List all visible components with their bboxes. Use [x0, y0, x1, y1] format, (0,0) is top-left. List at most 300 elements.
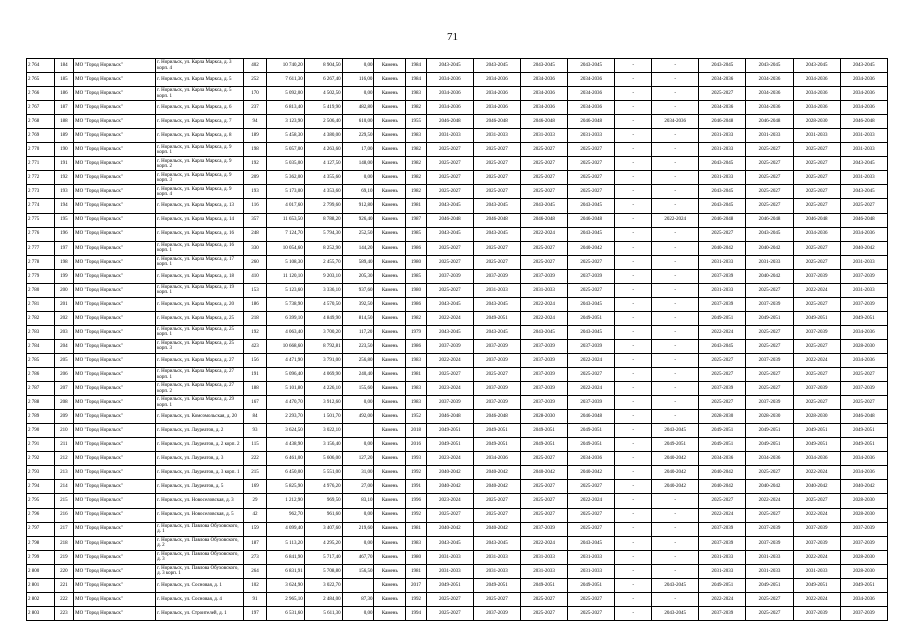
cell-row-number: 2 789: [27, 410, 55, 424]
cell-repair-period-8: 2025-2027: [746, 325, 793, 339]
cell-living-area: 4 502,50: [304, 87, 342, 101]
cell-living-area: 3 156,40: [304, 438, 342, 452]
table-row: [27, 368, 888, 382]
cell-repair-period-9: 2049-2051: [793, 424, 840, 438]
cell-municipality: МО "Город Норильск": [74, 606, 156, 620]
cell-repair-period-8: 2025-2027: [746, 606, 793, 620]
cell-repair-period-8: 2049-2051: [746, 578, 793, 592]
cell-repair-period-4: 2034-2036: [568, 87, 615, 101]
cell-repair-period-7: 2034-2036: [699, 101, 746, 115]
cell-repair-period-6: -: [652, 157, 699, 171]
cell-repair-period-6: -: [652, 564, 699, 578]
cell-row-number: 2 793: [27, 466, 55, 480]
cell-address: г. Норильск, ул. Павлова Обуховского, д. 3: [156, 550, 244, 564]
cell-residents: 115: [244, 438, 267, 452]
cell-nonresidential-area: 392,50: [342, 297, 374, 311]
cell-repair-period-6: -: [652, 185, 699, 199]
cell-repair-period-1: 2025-2027: [426, 508, 473, 522]
cell-repair-period-9: 2037-2039: [793, 269, 840, 283]
cell-repair-period-1: 2034-2036: [426, 101, 473, 115]
cell-row-number: 2 780: [27, 283, 55, 297]
cell-living-area: 5 551,00: [304, 466, 342, 480]
cell-repair-period-1: 2025-2027: [426, 592, 473, 606]
cell-repair-period-9: 2046-2048: [793, 213, 840, 227]
cell-repair-period-1: 2025-2027: [426, 157, 473, 171]
cell-item-number: 202: [54, 311, 73, 325]
cell-repair-period-4: 2040-2042: [568, 241, 615, 255]
cell-repair-period-8: 2025-2027: [746, 382, 793, 396]
table-row: [27, 115, 888, 129]
cell-repair-period-1: 2025-2027: [426, 241, 473, 255]
cell-repair-period-2: 2025-2027: [473, 157, 520, 171]
cell-living-area: 3 022,70: [304, 578, 342, 592]
cell-repair-period-7: 2040-2042: [699, 480, 746, 494]
cell-build-year: 1985: [406, 269, 427, 283]
cell-item-number: 210: [54, 424, 73, 438]
cell-address: г. Норильск, ул. Лауреатов, д. 2: [156, 424, 244, 438]
cell-repair-period-9: 2034-2036: [793, 452, 840, 466]
cell-address: г. Норильск, ул. Карла Маркса, д. 25 корп. 3: [156, 339, 244, 353]
table-row: [27, 339, 888, 353]
cell-repair-period-5: -: [615, 101, 652, 115]
cell-living-area: 4 263,60: [304, 143, 342, 157]
cell-row-number: 2 792: [27, 452, 55, 466]
cell-build-year: 2016: [406, 438, 427, 452]
cell-wall-material: Камень: [374, 227, 406, 241]
cell-repair-period-1: 2031-2033: [426, 564, 473, 578]
cell-repair-period-5: -: [615, 382, 652, 396]
table-row: [27, 508, 888, 522]
cell-municipality: МО "Город Норильск": [74, 115, 156, 129]
cell-repair-period-8: 2037-2039: [746, 353, 793, 367]
cell-repair-period-4: 2022-2024: [568, 382, 615, 396]
cell-repair-period-4: 2034-2036: [568, 101, 615, 115]
cell-residents: 29: [244, 494, 267, 508]
cell-repair-period-9: 2037-2039: [793, 606, 840, 620]
cell-repair-period-10: 2031-2033: [840, 255, 887, 269]
cell-build-year: 1986: [406, 297, 427, 311]
cell-repair-period-7: 2049-2051: [699, 578, 746, 592]
cell-address: г. Норильск, ул. Лауреатов, д. 5: [156, 480, 244, 494]
cell-address: г. Норильск, ул. Карла Маркса, д. 20: [156, 297, 244, 311]
cell-repair-period-10: 2037-2039: [840, 606, 887, 620]
cell-repair-period-4: 2025-2027: [568, 592, 615, 606]
cell-repair-period-7: 2022-2024: [699, 325, 746, 339]
cell-total-area: 6 831,91: [266, 564, 304, 578]
cell-item-number: 196: [54, 227, 73, 241]
cell-item-number: 188: [54, 115, 73, 129]
cell-item-number: 189: [54, 129, 73, 143]
cell-repair-period-2: 2031-2033: [473, 283, 520, 297]
cell-repair-period-1: 2046-2048: [426, 115, 473, 129]
cell-total-area: 5 738,90: [266, 297, 304, 311]
cell-residents: 237: [244, 101, 267, 115]
cell-build-year: 1981: [406, 564, 427, 578]
cell-total-area: 2 293,70: [266, 410, 304, 424]
cell-repair-period-4: 2043-2045: [568, 536, 615, 550]
cell-repair-period-8: 2034-2036: [746, 87, 793, 101]
cell-residents: 102: [244, 578, 267, 592]
cell-item-number: 218: [54, 536, 73, 550]
cell-address: г. Норильск, ул. Карла Маркса, д. 27: [156, 353, 244, 367]
cell-repair-period-3: 2022-2024: [520, 227, 567, 241]
cell-repair-period-1: 2037-2039: [426, 396, 473, 410]
cell-wall-material: Камень: [374, 311, 406, 325]
table-row: [27, 564, 888, 578]
cell-repair-period-3: 2022-2024: [520, 311, 567, 325]
cell-nonresidential-area: 912,80: [342, 199, 374, 213]
cell-nonresidential-area: 482,80: [342, 101, 374, 115]
cell-row-number: 2 795: [27, 494, 55, 508]
cell-repair-period-4: 2025-2027: [568, 185, 615, 199]
cell-repair-period-7: 2031-2033: [699, 564, 746, 578]
cell-repair-period-4: 2037-2039: [568, 269, 615, 283]
cell-repair-period-6: -: [652, 199, 699, 213]
cell-wall-material: Камень: [374, 115, 406, 129]
cell-repair-period-7: 2043-2045: [699, 157, 746, 171]
cell-repair-period-9: 2025-2027: [793, 255, 840, 269]
cell-repair-period-9: 2040-2042: [793, 480, 840, 494]
cell-wall-material: Камень: [374, 171, 406, 185]
cell-residents: 198: [244, 143, 267, 157]
cell-repair-period-7: 2025-2027: [699, 87, 746, 101]
cell-residents: 402: [244, 59, 267, 73]
cell-repair-period-2: 2046-2048: [473, 213, 520, 227]
cell-repair-period-4: 2043-2045: [568, 227, 615, 241]
cell-wall-material: Камень: [374, 522, 406, 536]
cell-repair-period-6: -: [652, 129, 699, 143]
cell-repair-period-5: -: [615, 592, 652, 606]
cell-total-area: 3 123,90: [266, 115, 304, 129]
cell-repair-period-3: 2031-2033: [520, 550, 567, 564]
table-row: [27, 283, 888, 297]
cell-municipality: МО "Город Норильск": [74, 508, 156, 522]
cell-repair-period-5: -: [615, 129, 652, 143]
cell-repair-period-9: 2034-2036: [793, 227, 840, 241]
cell-residents: 193: [244, 185, 267, 199]
cell-repair-period-7: 2031-2033: [699, 143, 746, 157]
cell-repair-period-7: 2049-2051: [699, 424, 746, 438]
cell-nonresidential-area: 0,00: [342, 59, 374, 73]
cell-repair-period-3: 2043-2045: [520, 59, 567, 73]
cell-repair-period-4: 2037-2039: [568, 396, 615, 410]
cell-nonresidential-area: 240,40: [342, 368, 374, 382]
cell-repair-period-1: 2034-2036: [426, 87, 473, 101]
cell-residents: 330: [244, 241, 267, 255]
cell-row-number: 2 786: [27, 368, 55, 382]
cell-repair-period-7: 2031-2033: [699, 171, 746, 185]
cell-repair-period-3: 2025-2027: [520, 606, 567, 620]
cell-repair-period-7: 2046-2048: [699, 115, 746, 129]
cell-item-number: 221: [54, 578, 73, 592]
table-row: [27, 592, 888, 606]
cell-residents: 170: [244, 87, 267, 101]
cell-nonresidential-area: 0,00: [342, 87, 374, 101]
cell-living-area: 9 203,10: [304, 269, 342, 283]
cell-repair-period-9: 2025-2027: [793, 368, 840, 382]
cell-municipality: МО "Город Норильск": [74, 241, 156, 255]
cell-repair-period-1: 2046-2048: [426, 410, 473, 424]
cell-repair-period-2: 2025-2027: [473, 185, 520, 199]
cell-municipality: МО "Город Норильск": [74, 129, 156, 143]
cell-residents: 93: [244, 424, 267, 438]
cell-repair-period-2: 2025-2027: [473, 171, 520, 185]
cell-repair-period-2: 2034-2036: [473, 452, 520, 466]
cell-build-year: 1984: [406, 73, 427, 87]
cell-repair-period-9: 2025-2027: [793, 157, 840, 171]
table-row: [27, 227, 888, 241]
cell-nonresidential-area: 219,60: [342, 522, 374, 536]
cell-item-number: 222: [54, 592, 73, 606]
cell-repair-period-5: -: [615, 87, 652, 101]
cell-repair-period-5: -: [615, 59, 652, 73]
cell-repair-period-1: 2049-2051: [426, 438, 473, 452]
cell-repair-period-9: 2034-2036: [793, 73, 840, 87]
cell-repair-period-3: 2025-2027: [520, 255, 567, 269]
cell-repair-period-3: 2031-2033: [520, 564, 567, 578]
cell-living-area: 8 788,20: [304, 213, 342, 227]
cell-repair-period-9: 2031-2033: [793, 564, 840, 578]
cell-item-number: 206: [54, 368, 73, 382]
cell-repair-period-2: 2034-2036: [473, 87, 520, 101]
cell-build-year: 1983: [406, 129, 427, 143]
cell-repair-period-5: -: [615, 325, 652, 339]
cell-repair-period-2: 2043-2045: [473, 536, 520, 550]
cell-repair-period-2: 2034-2036: [473, 73, 520, 87]
cell-repair-period-5: -: [615, 606, 652, 620]
table-row: [27, 129, 888, 143]
cell-item-number: 219: [54, 550, 73, 564]
cell-repair-period-3: 2037-2039: [520, 353, 567, 367]
cell-repair-period-5: -: [615, 143, 652, 157]
cell-wall-material: Камень: [374, 59, 406, 73]
cell-repair-period-1: 2025-2027: [426, 185, 473, 199]
cell-address: г. Норильск, ул. Карла Маркса, д. 17 корп. 1: [156, 255, 244, 269]
cell-repair-period-8: 2049-2051: [746, 311, 793, 325]
cell-municipality: МО "Город Норильск": [74, 466, 156, 480]
cell-repair-period-6: 2022-2024: [652, 213, 699, 227]
cell-repair-period-1: 2043-2045: [426, 227, 473, 241]
cell-living-area: 4 226,10: [304, 382, 342, 396]
cell-repair-period-1: 2043-2045: [426, 536, 473, 550]
cell-repair-period-6: -: [652, 410, 699, 424]
cell-row-number: 2 790: [27, 424, 55, 438]
cell-build-year: 1982: [406, 311, 427, 325]
cell-build-year: 1982: [406, 157, 427, 171]
cell-repair-period-10: 2043-2045: [840, 59, 887, 73]
cell-nonresidential-area: 31,00: [342, 466, 374, 480]
cell-row-number: 2 778: [27, 255, 55, 269]
cell-repair-period-8: 2049-2051: [746, 424, 793, 438]
cell-repair-period-10: 2034-2036: [840, 101, 887, 115]
cell-repair-period-3: 2025-2027: [520, 452, 567, 466]
cell-repair-period-8: 2025-2027: [746, 185, 793, 199]
cell-nonresidential-area: 0,00: [342, 438, 374, 452]
cell-repair-period-1: 2025-2027: [426, 368, 473, 382]
cell-repair-period-5: -: [615, 564, 652, 578]
cell-repair-period-7: 2037-2039: [699, 522, 746, 536]
table-row: [27, 171, 888, 185]
cell-repair-period-6: -: [652, 171, 699, 185]
cell-repair-period-6: -: [652, 339, 699, 353]
cell-repair-period-9: 2037-2039: [793, 522, 840, 536]
cell-residents: 218: [244, 311, 267, 325]
cell-address: г. Норильск, ул. Лауреатов, д. 2 корп. 2: [156, 438, 244, 452]
cell-repair-period-8: 2046-2048: [746, 213, 793, 227]
cell-repair-period-7: 2049-2051: [699, 311, 746, 325]
cell-repair-period-2: 2043-2045: [473, 297, 520, 311]
table-row: [27, 410, 888, 424]
table-row: [27, 353, 888, 367]
cell-residents: 153: [244, 283, 267, 297]
cell-wall-material: Камень: [374, 143, 406, 157]
cell-build-year: 1992: [406, 592, 427, 606]
cell-repair-period-5: -: [615, 73, 652, 87]
cell-item-number: 199: [54, 269, 73, 283]
cell-build-year: 2017: [406, 578, 427, 592]
cell-repair-period-5: -: [615, 536, 652, 550]
cell-total-area: 5 362,00: [266, 171, 304, 185]
cell-repair-period-1: 2023-2024: [426, 452, 473, 466]
cell-municipality: МО "Город Норильск": [74, 550, 156, 564]
cell-address: г. Норильск, ул. Карла Маркса, д. 9 корп. 2: [156, 157, 244, 171]
cell-total-area: 5 113,20: [266, 536, 304, 550]
cell-repair-period-3: 2022-2024: [520, 536, 567, 550]
cell-repair-period-4: 2034-2036: [568, 73, 615, 87]
cell-repair-period-3: 2034-2036: [520, 101, 567, 115]
cell-living-area: 3 022,10: [304, 424, 342, 438]
cell-repair-period-6: 2034-2036: [652, 115, 699, 129]
cell-item-number: 216: [54, 508, 73, 522]
cell-wall-material: Камень: [374, 410, 406, 424]
cell-repair-period-5: -: [615, 353, 652, 367]
table-row: [27, 466, 888, 480]
table-row: [27, 255, 888, 269]
cell-repair-period-2: 2037-2039: [473, 269, 520, 283]
cell-residents: 191: [244, 368, 267, 382]
cell-repair-period-8: 2034-2036: [746, 73, 793, 87]
cell-repair-period-4: 2037-2039: [568, 339, 615, 353]
cell-repair-period-6: -: [652, 550, 699, 564]
cell-repair-period-4: 2049-2051: [568, 578, 615, 592]
cell-row-number: 2 788: [27, 396, 55, 410]
cell-living-area: 2 455,70: [304, 255, 342, 269]
cell-nonresidential-area: 117,20: [342, 325, 374, 339]
cell-row-number: 2 794: [27, 480, 55, 494]
table-row: [27, 87, 888, 101]
cell-municipality: МО "Город Норильск": [74, 325, 156, 339]
cell-repair-period-5: -: [615, 466, 652, 480]
cell-item-number: 191: [54, 157, 73, 171]
cell-row-number: 2 785: [27, 353, 55, 367]
cell-repair-period-1: 2049-2051: [426, 578, 473, 592]
cell-build-year: 1986: [406, 339, 427, 353]
cell-total-area: 5 096,40: [266, 368, 304, 382]
cell-living-area: 5 717,40: [304, 550, 342, 564]
cell-repair-period-2: 2049-2051: [473, 424, 520, 438]
cell-residents: 423: [244, 339, 267, 353]
cell-repair-period-1: 2037-2039: [426, 269, 473, 283]
cell-municipality: МО "Город Норильск": [74, 353, 156, 367]
cell-repair-period-5: -: [615, 339, 652, 353]
cell-nonresidential-area: 0,00: [342, 171, 374, 185]
cell-repair-period-7: 2031-2033: [699, 550, 746, 564]
cell-address: г. Норильск, ул. Сосновая, д. 1: [156, 578, 244, 592]
cell-repair-period-1: 2034-2036: [426, 73, 473, 87]
cell-address: г. Норильск, ул. Карла Маркса, д. 18: [156, 269, 244, 283]
cell-build-year: 1983: [406, 396, 427, 410]
cell-address: г. Норильск, ул. Павлова Обуховского, д. 3 корп. 1: [156, 564, 244, 578]
cell-wall-material: Камень: [374, 592, 406, 606]
cell-total-area: 10 740,20: [266, 59, 304, 73]
cell-item-number: 204: [54, 339, 73, 353]
cell-living-area: 2 799,60: [304, 199, 342, 213]
cell-total-area: 4 017,60: [266, 199, 304, 213]
cell-repair-period-1: 2043-2045: [426, 325, 473, 339]
cell-municipality: МО "Город Норильск": [74, 87, 156, 101]
cell-municipality: МО "Город Норильск": [74, 522, 156, 536]
cell-repair-period-2: 2031-2033: [473, 129, 520, 143]
cell-row-number: 2 764: [27, 59, 55, 73]
cell-repair-period-3: 2025-2027: [520, 480, 567, 494]
cell-repair-period-9: 2028-2030: [793, 410, 840, 424]
cell-nonresidential-area: [342, 424, 374, 438]
cell-address: г. Норильск, ул. Карла Маркса, д. 5 корп. 1: [156, 87, 244, 101]
cell-build-year: 1983: [406, 536, 427, 550]
cell-repair-period-4: 2046-2048: [568, 410, 615, 424]
cell-total-area: 7 124,70: [266, 227, 304, 241]
cell-repair-period-10: 2025-2027: [840, 368, 887, 382]
cell-repair-period-5: -: [615, 269, 652, 283]
cell-municipality: МО "Город Норильск": [74, 452, 156, 466]
cell-nonresidential-area: 252,50: [342, 227, 374, 241]
cell-repair-period-7: 2031-2033: [699, 255, 746, 269]
cell-repair-period-3: 2037-2039: [520, 339, 567, 353]
cell-repair-period-1: 2037-2039: [426, 339, 473, 353]
cell-repair-period-10: 2031-2033: [840, 283, 887, 297]
cell-repair-period-8: 2025-2027: [746, 466, 793, 480]
cell-total-area: 4 099,40: [266, 522, 304, 536]
cell-repair-period-10: 2049-2051: [840, 438, 887, 452]
cell-build-year: 1994: [406, 606, 427, 620]
cell-repair-period-8: 2046-2048: [746, 115, 793, 129]
cell-repair-period-5: -: [615, 410, 652, 424]
cell-repair-period-7: 2025-2027: [699, 227, 746, 241]
cell-living-area: 1 501,70: [304, 410, 342, 424]
cell-residents: 91: [244, 592, 267, 606]
cell-nonresidential-area: 87,30: [342, 592, 374, 606]
cell-row-number: 2 779: [27, 269, 55, 283]
cell-municipality: МО "Город Норильск": [74, 199, 156, 213]
cell-repair-period-2: 2025-2027: [473, 508, 520, 522]
cell-municipality: МО "Город Норильск": [74, 171, 156, 185]
cell-row-number: 2 783: [27, 325, 55, 339]
cell-residents: 189: [244, 129, 267, 143]
cell-repair-period-1: 2031-2033: [426, 129, 473, 143]
cell-address: г. Норильск, ул. Лауреатов, д. 3 корп. 1: [156, 466, 244, 480]
cell-total-area: 4 063,40: [266, 325, 304, 339]
cell-residents: 260: [244, 255, 267, 269]
cell-repair-period-8: 2043-2045: [746, 59, 793, 73]
cell-repair-period-10: 2046-2048: [840, 115, 887, 129]
cell-wall-material: Камень: [374, 368, 406, 382]
cell-wall-material: Камень: [374, 87, 406, 101]
cell-repair-period-2: 2031-2033: [473, 564, 520, 578]
cell-total-area: 6 813,40: [266, 101, 304, 115]
cell-repair-period-3: 2025-2027: [520, 494, 567, 508]
cell-living-area: 4 127,50: [304, 157, 342, 171]
cell-wall-material: Камень: [374, 396, 406, 410]
